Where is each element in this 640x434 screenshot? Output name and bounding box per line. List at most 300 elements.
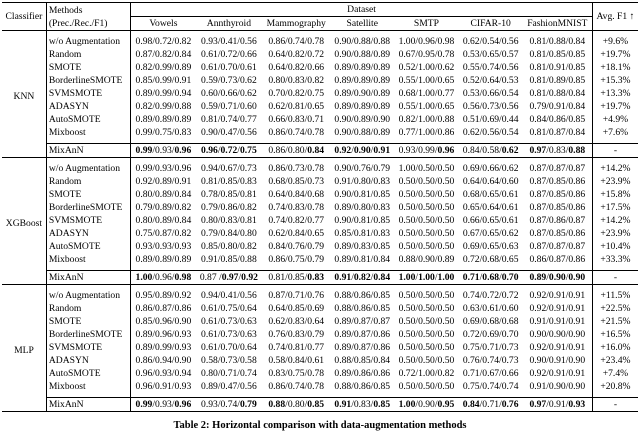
- method-name-mixann: MixAnN: [46, 144, 130, 158]
- metric-cell: 0.80/0.83/0.82: [268, 75, 325, 86]
- metric-cell: 0.89/0.87/0.87: [334, 316, 391, 327]
- metric-cell-mixann: [330, 398, 394, 412]
- method-name: BorderlineSMOTE: [46, 201, 130, 214]
- metric-cell: 0.50/0.50/0.50: [398, 290, 455, 301]
- table-row: [2, 315, 638, 328]
- metric-cell: 0.77/1.00/0.86: [398, 127, 455, 138]
- metric-part: 0.97: [221, 272, 239, 283]
- method-name: ADASYN: [46, 227, 130, 240]
- avg-f1-cell-mixann: -: [592, 398, 638, 412]
- metric-cell: 0.90/0.88/0.89: [334, 127, 391, 138]
- metric-cell: 0.93/0.41/0.56: [201, 36, 257, 47]
- metric-slash: /: [285, 145, 288, 156]
- method-name: w/o Augmentation: [46, 35, 130, 48]
- metric-cell: 0.84/0.86/0.85: [523, 113, 593, 126]
- metric-part: 0.80: [287, 145, 305, 156]
- avg-f1-cell: +14.2%: [600, 215, 631, 226]
- metric-slash: /: [152, 272, 155, 283]
- metric-slash: /: [546, 145, 549, 156]
- metric-part: 0.99: [418, 145, 435, 156]
- metric-part: 0.84: [462, 145, 480, 156]
- metric-part: 0.96: [174, 145, 192, 156]
- metric-cell: 0.64/0.64/0.60: [462, 176, 519, 187]
- metric-cell: 0.81/0.88/0.84: [523, 87, 593, 100]
- metric-cell: 0.89/0.89/0.89: [135, 114, 192, 125]
- metric-cell: 0.80/0.89/0.84: [135, 189, 192, 200]
- metric-part: 0.97: [529, 145, 547, 156]
- metric-cell: 0.74/0.72/0.72: [462, 290, 519, 301]
- metric-cell: 0.81/0.85/0.85: [523, 48, 593, 61]
- metric-part: 0.91: [334, 399, 352, 410]
- metric-part: 0.93: [398, 145, 416, 156]
- metric-cell: 0.50/0.50/0.50: [398, 228, 455, 239]
- method-name: w/o Augmentation: [46, 162, 130, 175]
- metric-cell-mixann: [131, 144, 196, 158]
- metric-cell: 0.85/0.96/0.90: [135, 316, 192, 327]
- metric-part: 0.99: [135, 399, 153, 410]
- metric-part: 0.85: [307, 399, 325, 410]
- avg-f1-cell: +33.3%: [600, 254, 631, 265]
- metric-cell: 0.90/0.89/0.90: [334, 114, 391, 125]
- avg-f1-cell: +16.0%: [600, 342, 631, 353]
- metric-part: 0.83: [307, 272, 325, 283]
- metric-cell: 0.64/0.82/0.72: [268, 49, 325, 60]
- classifier-label: KNN: [2, 35, 46, 158]
- metric-part: 0.84: [307, 145, 325, 156]
- metric-part: 0.88: [568, 145, 586, 156]
- header-dataset-vowels: Vowels: [131, 17, 196, 31]
- metric-cell: 0.53/0.66/0.54: [462, 88, 519, 99]
- metric-part: 0.62: [501, 145, 519, 156]
- metric-cell-mixann: [459, 398, 523, 412]
- metric-part: 0.72: [220, 145, 238, 156]
- metric-part: 0.70: [501, 272, 519, 283]
- avg-f1-cell: +19.7%: [600, 101, 631, 112]
- header-methods-line1: Methods: [48, 4, 83, 16]
- metric-cell: 0.50/0.50/0.50: [398, 303, 455, 314]
- metric-cell-mixann: [196, 271, 263, 285]
- metric-cell: 0.87/0.82/0.84: [135, 49, 192, 60]
- metric-cell: 0.52/1.00/0.62: [398, 62, 455, 73]
- metric-cell: 0.52/0.64/0.53: [462, 75, 519, 86]
- metric-cell: 0.98/0.72/0.82: [135, 36, 192, 47]
- metric-cell: 0.58/0.73/0.58: [201, 355, 257, 366]
- metric-part: 0.96: [174, 399, 192, 410]
- metric-cell: 0.79/0.86/0.82: [201, 202, 257, 213]
- metric-cell: 0.86/0.87/0.86: [135, 303, 192, 314]
- metric-cell: 0.56/0.73/0.56: [462, 101, 519, 112]
- metric-slash: /: [351, 145, 354, 156]
- method-name: Mixboost: [46, 253, 130, 266]
- metric-cell: 0.99/0.75/0.83: [135, 127, 192, 138]
- method-name: SMOTE: [46, 315, 130, 328]
- metric-cell: 0.88/0.85/0.84: [334, 355, 391, 366]
- metric-cell: 0.50/0.50/0.50: [398, 176, 455, 187]
- metric-part: 1.00: [398, 272, 416, 283]
- metric-cell: 0.91/0.90/0.90: [523, 380, 593, 393]
- metric-part: 1.00: [398, 399, 416, 410]
- metric-cell-mixann: [196, 144, 263, 158]
- metric-cell: 0.61/0.73/0.63: [201, 329, 257, 340]
- metric-cell: 0.50/0.50/0.50: [398, 202, 455, 213]
- metric-cell: 0.96/0.91/0.93: [135, 381, 192, 392]
- metric-slash: /: [171, 272, 175, 283]
- metric-slash: /: [217, 145, 221, 156]
- metric-cell: 0.89/0.89/0.89: [334, 75, 391, 86]
- metric-cell: 0.50/0.50/0.50: [398, 215, 455, 226]
- metric-cell: 0.85/0.81/0.83: [334, 228, 391, 239]
- metric-cell: 0.99/0.93/0.96: [135, 163, 192, 174]
- metric-part: 0.92: [334, 145, 352, 156]
- metric-cell: 0.64/0.84/0.68: [268, 189, 325, 200]
- metric-cell: 0.69/0.68/0.68: [462, 316, 519, 327]
- avg-f1-cell: +18.1%: [600, 62, 631, 73]
- metric-cell-mixann: [459, 271, 523, 285]
- metric-cell: 0.76/0.74/0.73: [462, 355, 519, 366]
- metric-part: 1.00: [418, 272, 435, 283]
- metric-cell: 0.50/0.50/0.50: [398, 241, 455, 252]
- metric-cell: 0.80/0.89/0.84: [135, 215, 192, 226]
- metric-cell: 0.82/0.99/0.88: [135, 101, 192, 112]
- metric-cell: 0.87/0.85/0.86: [523, 175, 593, 188]
- metric-cell: 0.86/0.74/0.78: [268, 127, 325, 138]
- classifier-label: XGBoost: [2, 162, 46, 285]
- metric-cell: 0.89/0.80/0.83: [334, 202, 391, 213]
- metric-cell: 0.67/0.95/0.78: [398, 49, 455, 60]
- metric-part: 0.83: [548, 145, 566, 156]
- method-name: BorderlineSMOTE: [46, 74, 130, 87]
- metric-slash: /: [499, 272, 502, 283]
- metric-part: 0.88: [268, 399, 286, 410]
- metric-part: 0.85: [373, 399, 391, 410]
- metric-part: 0.96: [155, 272, 172, 283]
- header-dataset-cifar-10: CIFAR-10: [459, 17, 523, 31]
- metric-cell: 0.94/0.41/0.56: [201, 290, 257, 301]
- metric-cell-mixann: [262, 144, 330, 158]
- table-body: [2, 31, 638, 412]
- table-row: [2, 380, 638, 393]
- metric-cell-mixann: [196, 398, 263, 412]
- metric-slash: /: [285, 272, 288, 283]
- avg-f1-cell: +11.5%: [600, 290, 631, 301]
- metric-cell: 0.80/0.71/0.74: [201, 368, 257, 379]
- metric-cell: 0.81/0.89/0.85: [523, 74, 593, 87]
- metric-cell: 0.61/0.73/0.63: [201, 316, 257, 327]
- metric-cell: 1.00/0.50/0.50: [398, 163, 455, 174]
- metric-part: 0.86: [268, 145, 286, 156]
- metric-slash: /: [479, 145, 483, 156]
- metric-cell: 0.88/0.90/0.89: [398, 254, 455, 265]
- metric-slash: /: [370, 272, 374, 283]
- metric-cell: 0.75/0.87/0.82: [135, 228, 192, 239]
- header-methods: [46, 3, 130, 31]
- metric-cell: 0.84/0.76/0.79: [268, 241, 325, 252]
- metric-cell: 0.68/1.00/0.77: [398, 88, 455, 99]
- metric-slash: /: [237, 399, 240, 410]
- metric-part: 0.75: [239, 145, 257, 156]
- avg-f1-cell: +23.9%: [600, 228, 631, 239]
- metric-cell: 0.81/0.88/0.84: [523, 35, 593, 48]
- metric-cell: 0.96/0.93/0.94: [135, 368, 192, 379]
- metric-part: 0.90: [548, 272, 566, 283]
- metric-cell-mixann: [394, 144, 458, 158]
- table-row: [2, 214, 638, 227]
- metric-cell: 0.92/0.89/0.91: [135, 176, 192, 187]
- avg-f1-cell: +4.9%: [602, 114, 629, 125]
- metric-cell: 0.66/0.83/0.71: [268, 114, 325, 125]
- metric-slash: /: [351, 272, 354, 283]
- metric-cell-mixann: [394, 271, 458, 285]
- metric-cell: 0.55/1.00/0.65: [398, 75, 455, 86]
- metric-cell: 0.90/0.88/0.88: [334, 36, 391, 47]
- metric-slash: /: [285, 399, 288, 410]
- avg-f1-cell: +13.3%: [600, 88, 631, 99]
- metric-cell: 0.81/0.91/0.85: [523, 61, 593, 74]
- metric-cell: 0.69/0.66/0.62: [462, 163, 519, 174]
- metric-cell: 0.55/0.74/0.56: [462, 62, 519, 73]
- table-row: [2, 253, 638, 266]
- metric-slash: /: [304, 145, 308, 156]
- metric-cell: 0.80/0.83/0.81: [201, 215, 257, 226]
- metric-cell: 0.86/0.74/0.78: [268, 381, 325, 392]
- metric-slash: /: [415, 399, 419, 410]
- metric-cell: 0.76/0.83/0.79: [268, 329, 325, 340]
- metric-cell: 0.92/0.91/0.91: [523, 341, 593, 354]
- metric-cell: 0.89/0.89/0.89: [334, 62, 391, 73]
- metric-cell-mixann: [394, 398, 458, 412]
- metric-cell: 0.60/0.66/0.62: [201, 88, 257, 99]
- metric-cell: 0.85/0.99/0.91: [135, 75, 192, 86]
- metric-cell: 0.92/0.91/0.91: [523, 367, 593, 380]
- metric-cell: 0.81/0.74/0.77: [201, 114, 257, 125]
- method-name: BorderlineSMOTE: [46, 328, 130, 341]
- metric-part: 0.91: [373, 145, 391, 156]
- metric-part: 0.99: [135, 145, 153, 156]
- metric-cell: 0.59/0.71/0.60: [201, 101, 257, 112]
- metric-part: 0.92: [241, 272, 258, 283]
- avg-f1-cell: +15.8%: [600, 189, 631, 200]
- metric-cell: 0.87/0.86/0.87: [523, 214, 593, 227]
- metric-cell: 0.90/0.76/0.79: [334, 163, 391, 174]
- metric-cell: 0.70/0.82/0.75: [268, 88, 325, 99]
- metric-cell: 0.90/0.47/0.56: [201, 127, 257, 138]
- metric-cell: 0.62/0.81/0.65: [268, 101, 325, 112]
- table-row-mixann: [2, 398, 638, 412]
- metric-slash: /: [479, 399, 483, 410]
- metric-cell: 0.81/0.87/0.84: [523, 126, 593, 139]
- method-name-mixann: MixAnN: [46, 398, 130, 412]
- avg-f1-cell: +20.8%: [600, 381, 631, 392]
- avg-f1-cell: +10.4%: [600, 241, 631, 252]
- metric-cell: 0.89/0.87/0.86: [334, 329, 391, 340]
- metric-part: 0.79: [239, 399, 257, 410]
- metric-slash: /: [479, 272, 483, 283]
- metric-cell: 0.89/0.89/0.89: [135, 254, 192, 265]
- metric-slash: /: [304, 272, 308, 283]
- metric-slash: /: [546, 399, 549, 410]
- metric-cell: 0.78/0.85/0.81: [201, 189, 257, 200]
- metric-cell: 0.87/0.85/0.86: [523, 188, 593, 201]
- metric-cell: 0.88/0.86/0.85: [334, 381, 391, 392]
- metric-slash: /: [370, 399, 374, 410]
- avg-f1-cell-mixann: -: [592, 271, 638, 285]
- header-dataset-satellite: Satellite: [330, 17, 394, 31]
- method-name: AutoSMOTE: [46, 367, 130, 380]
- method-name-mixann: MixAnN: [46, 271, 130, 285]
- metric-part: 0.87: [199, 272, 220, 283]
- metric-part: 0.80: [287, 399, 305, 410]
- metric-cell: 0.61/0.70/0.61: [201, 62, 257, 73]
- metric-slash: /: [351, 399, 354, 410]
- table-row: [2, 100, 638, 113]
- header-dataset-fashionmnist: FashionMNIST: [523, 17, 593, 31]
- method-name: AutoSMOTE: [46, 240, 130, 253]
- metric-slash: /: [152, 399, 155, 410]
- metric-slash: /: [434, 272, 438, 283]
- metric-cell: 0.89/0.87/0.86: [334, 342, 391, 353]
- metric-part: 0.91: [548, 399, 566, 410]
- metric-slash: /: [304, 399, 308, 410]
- metric-part: 0.82: [353, 272, 371, 283]
- metric-part: 0.90: [568, 272, 586, 283]
- metric-cell: 0.90/0.88/0.89: [334, 49, 391, 60]
- metric-cell: 0.75/0.71/0.73: [462, 342, 519, 353]
- metric-part: 0.90: [353, 145, 371, 156]
- metric-cell: 0.81/0.85/0.83: [201, 176, 257, 187]
- metric-cell: 1.00/0.96/0.98: [398, 36, 455, 47]
- metric-cell: 0.90/0.81/0.85: [334, 215, 391, 226]
- metric-cell: 0.87/0.87/0.87: [523, 162, 593, 175]
- comparison-table: [2, 2, 638, 412]
- metric-part: 0.68: [482, 272, 500, 283]
- table-row: [2, 341, 638, 354]
- avg-f1-cell: +15.3%: [600, 75, 631, 86]
- method-name: ADASYN: [46, 100, 130, 113]
- metric-cell: 0.62/0.54/0.56: [462, 36, 519, 47]
- metric-cell: 0.79/0.84/0.80: [201, 228, 257, 239]
- metric-slash: /: [415, 145, 419, 156]
- metric-slash: /: [370, 145, 374, 156]
- metric-cell: 0.82/0.99/0.89: [135, 62, 192, 73]
- metric-cell: 0.50/0.50/0.50: [398, 329, 455, 340]
- metric-cell: 0.72/0.68/0.65: [462, 254, 519, 265]
- metric-cell: 0.89/0.96/0.93: [135, 329, 192, 340]
- metric-part: 0.93: [201, 399, 218, 410]
- table-header-row-1: [2, 3, 638, 17]
- method-name: SVMSMOTE: [46, 87, 130, 100]
- metric-slash: /: [152, 145, 155, 156]
- metric-cell: 0.50/0.50/0.50: [398, 316, 455, 327]
- table-row: [2, 61, 638, 74]
- metric-cell: 0.94/0.67/0.73: [201, 163, 257, 174]
- metric-cell: 0.86/0.75/0.79: [268, 254, 325, 265]
- table-row: [2, 354, 638, 367]
- metric-cell-mixann: [131, 271, 196, 285]
- method-name: ADASYN: [46, 354, 130, 367]
- metric-cell: 0.50/0.50/0.50: [398, 189, 455, 200]
- metric-cell: 0.87/0.87/0.87: [523, 240, 593, 253]
- metric-slash: /: [565, 145, 569, 156]
- metric-cell: 0.87/0.85/0.86: [523, 227, 593, 240]
- method-name: w/o Augmentation: [46, 289, 130, 302]
- metric-cell: 0.75/0.74/0.74: [462, 381, 519, 392]
- metric-part: 0.84: [373, 272, 391, 283]
- table-row: [2, 48, 638, 61]
- header-dataset-smtp: SMTP: [394, 17, 458, 31]
- method-name: AutoSMOTE: [46, 113, 130, 126]
- method-name: SMOTE: [46, 61, 130, 74]
- metric-slash: /: [565, 399, 569, 410]
- metric-cell: 0.58/0.84/0.61: [268, 355, 325, 366]
- table-row: [2, 162, 638, 175]
- method-name: SVMSMOTE: [46, 214, 130, 227]
- table-row: [2, 240, 638, 253]
- metric-part: 0.93: [568, 399, 586, 410]
- metric-part: 0.96: [201, 145, 218, 156]
- metric-cell: 0.51/0.69/0.44: [462, 114, 519, 125]
- table-row: [2, 188, 638, 201]
- metric-part: 0.89: [529, 272, 547, 283]
- metric-part: 0.93: [155, 399, 172, 410]
- header-dataset: Dataset: [131, 3, 593, 17]
- metric-cell: 0.69/0.65/0.63: [462, 241, 519, 252]
- metric-cell: 0.91/0.80/0.83: [334, 176, 391, 187]
- metric-slash: /: [434, 399, 438, 410]
- metric-part: 1.00: [135, 272, 153, 283]
- avg-f1-cell: +22.5%: [600, 303, 631, 314]
- avg-f1-cell: +17.5%: [600, 202, 631, 213]
- avg-f1-cell: +9.6%: [602, 36, 629, 47]
- metric-cell: 0.89/0.86/0.86: [334, 368, 391, 379]
- metric-cell: 0.82/1.00/0.88: [398, 114, 455, 125]
- metric-cell: 0.50/0.50/0.50: [398, 381, 455, 392]
- table-row: [2, 74, 638, 87]
- table-row: [2, 126, 638, 139]
- metric-cell: 0.67/0.65/0.62: [462, 228, 519, 239]
- metric-slash: /: [171, 145, 175, 156]
- metric-slash: /: [415, 272, 419, 283]
- metric-cell-mixann: [262, 398, 330, 412]
- metric-cell: 0.87/0.85/0.86: [523, 201, 593, 214]
- metric-part: 0.83: [353, 399, 371, 410]
- method-name: Mixboost: [46, 126, 130, 139]
- metric-cell: 0.64/0.82/0.66: [268, 62, 325, 73]
- metric-cell: 0.86/0.74/0.78: [268, 36, 325, 47]
- metric-cell: 0.74/0.82/0.77: [268, 215, 325, 226]
- header-dataset-mammography: Mammography: [262, 17, 330, 31]
- table-row-mixann: [2, 271, 638, 285]
- metric-part: 1.00: [437, 272, 455, 283]
- metric-slash: /: [219, 272, 222, 283]
- metric-cell: 0.95/0.89/0.92: [135, 290, 192, 301]
- metric-cell: 0.88/0.86/0.85: [334, 303, 391, 314]
- metric-cell: 0.79/0.91/0.84: [523, 100, 593, 113]
- metric-cell-mixann: [262, 271, 330, 285]
- metric-cell: 0.86/0.87/0.86: [523, 253, 593, 266]
- metric-cell: 0.90/0.81/0.85: [334, 189, 391, 200]
- avg-f1-cell: +7.6%: [602, 127, 629, 138]
- metric-cell: 0.85/0.80/0.82: [201, 241, 257, 252]
- metric-cell: 0.64/0.85/0.69: [268, 303, 325, 314]
- table-row: [2, 302, 638, 315]
- metric-part: 0.90: [418, 399, 435, 410]
- metric-cell: 0.55/1.00/0.65: [398, 101, 455, 112]
- method-name: Random: [46, 175, 130, 188]
- avg-f1-cell: +16.5%: [600, 329, 631, 340]
- metric-cell: 0.74/0.83/0.78: [268, 202, 325, 213]
- method-name: SVMSMOTE: [46, 341, 130, 354]
- metric-cell-mixann: [523, 271, 593, 285]
